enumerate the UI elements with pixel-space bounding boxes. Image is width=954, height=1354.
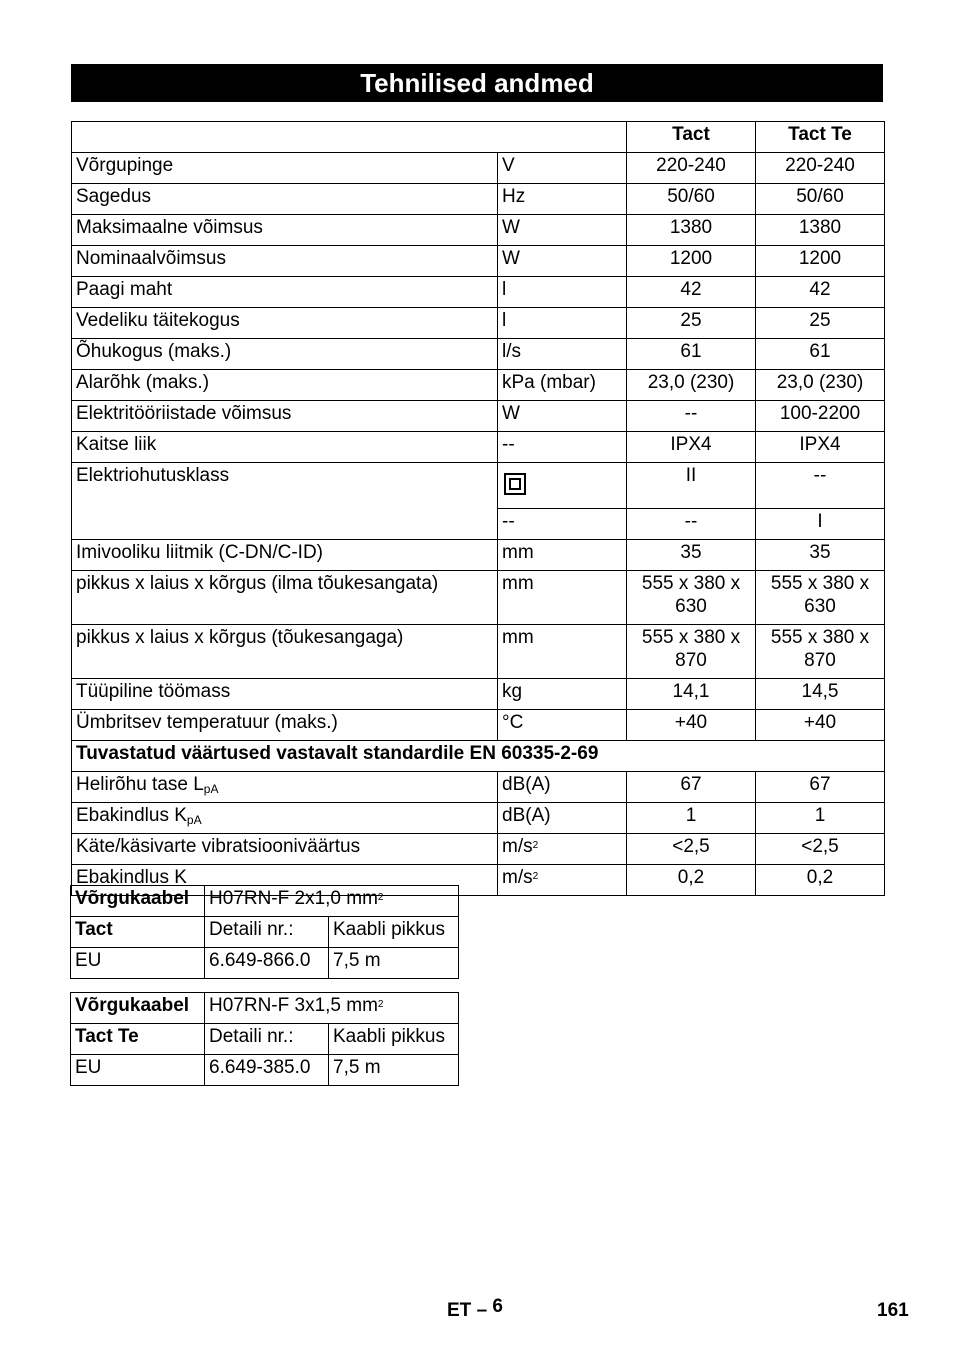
cable-part-label: Detaili nr.: [205, 917, 329, 948]
cable-head-row [71, 993, 459, 1024]
cable-label-row [71, 917, 459, 948]
kpa-sub: pA [186, 813, 202, 827]
page-title: Tehnilised andmed [71, 64, 883, 102]
cable-region: EU [71, 948, 205, 979]
cable-length-label: Kaabli pikkus [329, 1024, 459, 1055]
row-unit: dB(A) [498, 803, 627, 834]
cable-table-tact-te [70, 992, 459, 1086]
kpa-label: Ebakindlus K [76, 805, 187, 826]
row-unit: °C [498, 710, 627, 741]
row-tact: 35 [627, 540, 756, 571]
row-unit: mm [498, 571, 627, 625]
table-row [72, 246, 885, 277]
row-unit [498, 834, 627, 865]
row-unit: dB(A) [498, 772, 627, 803]
row-label: Ümbritsev temperatuur (maks.) [72, 710, 498, 741]
row-tact: 1380 [627, 215, 756, 246]
row-tact-te: 0,2 [756, 865, 885, 896]
cable-region: EU [71, 1055, 205, 1086]
table-row [72, 571, 885, 625]
row-unit: -- [498, 432, 627, 463]
header-empty [72, 122, 627, 153]
lpa-label: Helirõhu tase L [76, 774, 204, 795]
footer-lang-code: ET [447, 1300, 472, 1321]
dims-line-2: 630 [804, 596, 836, 617]
row-tact: 50/60 [627, 184, 756, 215]
cable-length: 7,5 m [329, 1055, 459, 1086]
row-tact-te: 14,5 [756, 679, 885, 710]
row-label [72, 772, 498, 803]
row-tact-te: 42 [756, 277, 885, 308]
cable-part: 6.649-385.0 [205, 1055, 329, 1086]
row-unit: kg [498, 679, 627, 710]
dims-line-2: 870 [804, 650, 836, 671]
row-tact-te: <2,5 [756, 834, 885, 865]
dims-line-1: 555 x 380 x [770, 573, 870, 594]
cable-model: Tact [71, 917, 205, 948]
row-tact-te: 1380 [756, 215, 885, 246]
row-tact [627, 625, 756, 679]
cable-length: 7,5 m [329, 948, 459, 979]
row-unit: Hz [498, 184, 627, 215]
dims-line-2: 630 [675, 596, 707, 617]
cable-part-label: Detaili nr.: [205, 1024, 329, 1055]
row-tact: 0,2 [627, 865, 756, 896]
protection-class-row [72, 463, 885, 509]
cable-model: Tact Te [71, 1024, 205, 1055]
k-unit: m/s [502, 867, 533, 888]
row-label: Tüüpiline töömass [72, 679, 498, 710]
table-row [72, 184, 885, 215]
protection-class-label: Elektriohutusklass [72, 463, 498, 540]
row-tact-te: 25 [756, 308, 885, 339]
protection-class-tact-2: -- [627, 509, 756, 540]
row-tact: 14,1 [627, 679, 756, 710]
row-tact-te: IPX4 [756, 432, 885, 463]
row-label: Paagi maht [72, 277, 498, 308]
cable-length-label: Kaabli pikkus [329, 917, 459, 948]
dims-line-2: 870 [675, 650, 707, 671]
header-tact: Tact [627, 122, 756, 153]
row-tact-te: 1200 [756, 246, 885, 277]
protection-class-cell [498, 463, 627, 509]
row-tact-te: 23,0 (230) [756, 370, 885, 401]
row-tact: 23,0 (230) [627, 370, 756, 401]
row-tact-te: 1 [756, 803, 885, 834]
row-label: Nominaalvõimsus [72, 246, 498, 277]
dims-line-1: 555 x 380 x [641, 573, 741, 594]
row-label: Imivooliku liitmik (C-DN/C-ID) [72, 540, 498, 571]
row-tact-te [756, 625, 885, 679]
footer-sub-page: 6 [492, 1296, 503, 1317]
protection-class-ii-icon [504, 473, 526, 495]
row-tact: +40 [627, 710, 756, 741]
cable-head-row [71, 886, 459, 917]
row-unit: W [498, 401, 627, 432]
row-tact: 220-240 [627, 153, 756, 184]
dims-line-1: 555 x 380 x [770, 627, 870, 648]
cable-sup: 2 [377, 999, 384, 1010]
table-row [72, 432, 885, 463]
section-row [72, 741, 885, 772]
row-tact-te: 67 [756, 772, 885, 803]
row-tact: IPX4 [627, 432, 756, 463]
row-label: Ebakindlus K [72, 865, 498, 896]
row-label: Käte/käsivarte vibratsiooniväärtus [72, 834, 498, 865]
row-label [72, 803, 498, 834]
row-unit [498, 865, 627, 896]
row-unit: mm [498, 540, 627, 571]
row-unit: l [498, 277, 627, 308]
protection-class-tact-te: -- [756, 463, 885, 509]
row-unit: W [498, 215, 627, 246]
protection-class-unit: -- [498, 509, 627, 540]
cable-head-value [205, 886, 459, 917]
row-tact: 61 [627, 339, 756, 370]
footer-dash: – [476, 1300, 488, 1321]
k-sup: 2 [532, 871, 539, 882]
table-row [72, 401, 885, 432]
row-tact-te: 220-240 [756, 153, 885, 184]
vib-unit: m/s [502, 836, 533, 857]
section-title: Tuvastatud väärtused vastavalt standardile EN 60335-2-69 [72, 741, 885, 772]
table-row [72, 540, 885, 571]
row-unit: kPa (mbar) [498, 370, 627, 401]
table-row [72, 679, 885, 710]
cable-part: 6.649-866.0 [205, 948, 329, 979]
row-label: Maksimaalne võimsus [72, 215, 498, 246]
row-tact: 42 [627, 277, 756, 308]
row-tact [627, 571, 756, 625]
row-unit: V [498, 153, 627, 184]
cable-label-row [71, 1024, 459, 1055]
row-tact-te: 100-2200 [756, 401, 885, 432]
row-label: Õhukogus (maks.) [72, 339, 498, 370]
spec-header-row [72, 122, 885, 153]
table-row [72, 153, 885, 184]
row-label: Kaitse liik [72, 432, 498, 463]
table-row [72, 370, 885, 401]
row-tact-te: +40 [756, 710, 885, 741]
lpa-sub: pA [203, 782, 219, 796]
spec-table [71, 121, 885, 896]
table-row [72, 625, 885, 679]
table-row [72, 308, 885, 339]
page-number: 161 [877, 1300, 909, 1321]
row-tact: -- [627, 401, 756, 432]
protection-class-tact: II [627, 463, 756, 509]
cable-head-value [205, 993, 459, 1024]
dims-line-1: 555 x 380 x [641, 627, 741, 648]
table-row [72, 772, 885, 803]
row-unit: mm [498, 625, 627, 679]
cable-head-label: Võrgukaabel [71, 886, 205, 917]
table-row [72, 834, 885, 865]
cable-sup: 2 [377, 892, 384, 903]
row-tact: 1200 [627, 246, 756, 277]
table-row [72, 339, 885, 370]
row-label: pikkus x laius x kõrgus (ilma tõukesangata) [72, 571, 498, 625]
cable-value-row [71, 1055, 459, 1086]
cable-table-tact [70, 885, 459, 979]
row-tact-te: 61 [756, 339, 885, 370]
table-row [72, 215, 885, 246]
cable-spec: H07RN-F 2x1,0 mm [209, 888, 378, 909]
table-row [72, 803, 885, 834]
table-row [72, 277, 885, 308]
row-label: Sagedus [72, 184, 498, 215]
row-label: pikkus x laius x kõrgus (tõukesangaga) [72, 625, 498, 679]
header-tact-te: Tact Te [756, 122, 885, 153]
row-tact: 1 [627, 803, 756, 834]
protection-class-tact-te-2: I [756, 509, 885, 540]
row-label: Elektritööriistade võimsus [72, 401, 498, 432]
row-unit: W [498, 246, 627, 277]
cable-value-row [71, 948, 459, 979]
row-label: Võrgupinge [72, 153, 498, 184]
vib-sup: 2 [532, 840, 539, 851]
row-tact-te: 35 [756, 540, 885, 571]
row-tact-te: 50/60 [756, 184, 885, 215]
row-tact: 25 [627, 308, 756, 339]
row-unit: l [498, 308, 627, 339]
cable-spec: H07RN-F 3x1,5 mm [209, 995, 378, 1016]
row-label: Vedeliku täitekogus [72, 308, 498, 339]
row-tact: <2,5 [627, 834, 756, 865]
row-label: Alarõhk (maks.) [72, 370, 498, 401]
row-unit: l/s [498, 339, 627, 370]
row-tact: 67 [627, 772, 756, 803]
cable-head-label: Võrgukaabel [71, 993, 205, 1024]
footer-language [447, 1296, 503, 1322]
table-row [72, 710, 885, 741]
row-tact-te [756, 571, 885, 625]
